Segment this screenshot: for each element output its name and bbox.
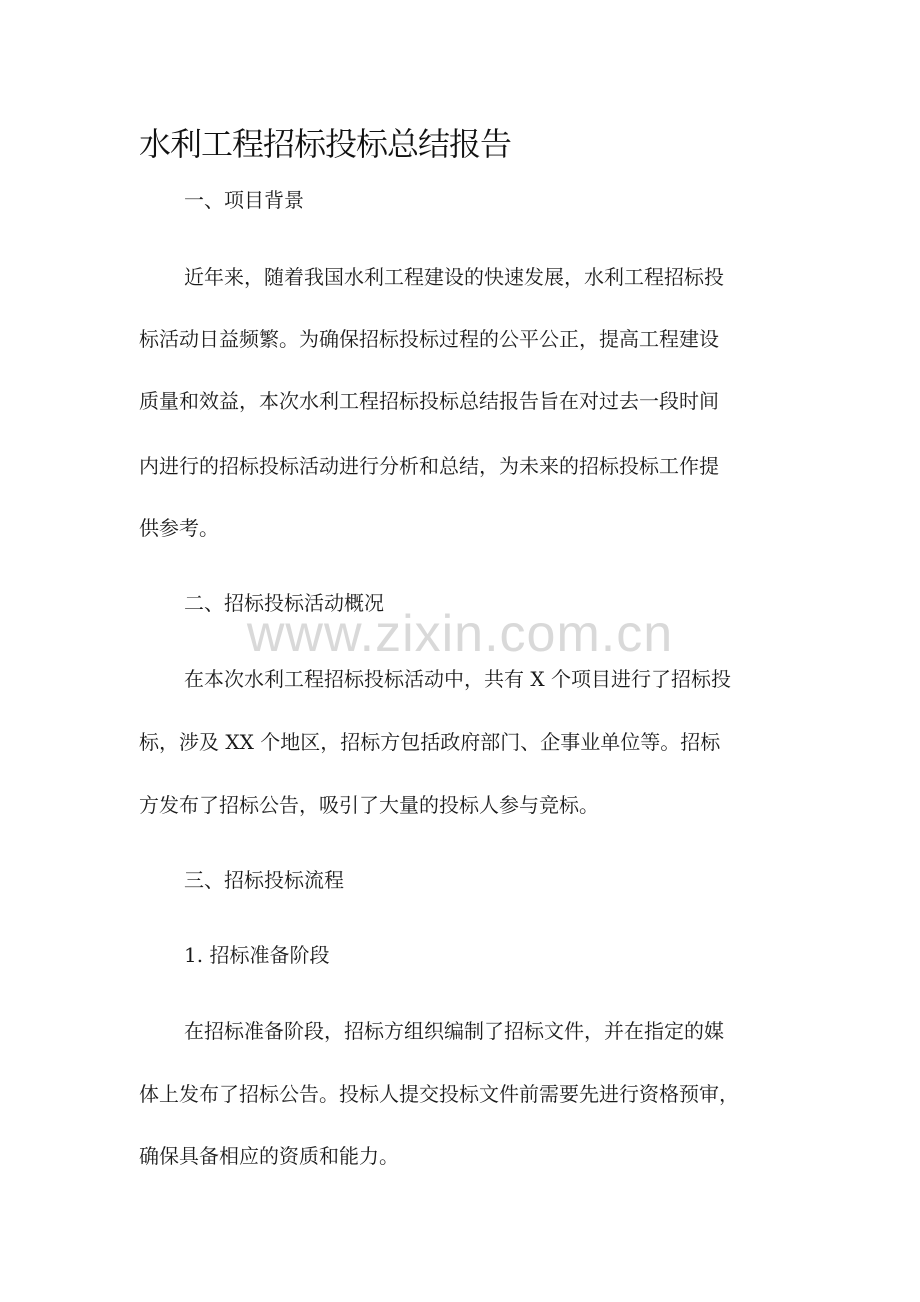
paragraph-line: 在招标准备阶段，招标方组织编制了招标文件，并在指定的媒 [184, 1019, 724, 1043]
paragraph-line: 体上发布了招标公告。投标人提交投标文件前需要先进行资格预审， [139, 1082, 739, 1106]
section-heading-overview: 二、招标投标活动概况 [184, 591, 384, 615]
paragraph-line: 在本次水利工程招标投标活动中，共有 X 个项目进行了招标投 [184, 667, 731, 691]
paragraph-line: 内进行的招标投标活动进行分析和总结，为未来的招标投标工作提 [139, 454, 719, 478]
paragraph-line: 标活动日益频繁。为确保招标投标过程的公平公正，提高工程建设 [139, 327, 719, 351]
paragraph-line: 方发布了招标公告，吸引了大量的投标人参与竞标。 [139, 793, 599, 817]
section-heading-background: 一、项目背景 [184, 188, 304, 212]
paragraph-line: 近年来，随着我国水利工程建设的快速发展，水利工程招标投 [184, 265, 724, 289]
paragraph-line: 标，涉及 XX 个地区，招标方包括政府部门、企事业单位等。招标 [139, 730, 721, 754]
paragraph-line: 确保具备相应的资质和能力。 [139, 1144, 399, 1168]
watermark: www.zixin.com.cn [246, 605, 674, 663]
paragraph-line: 供参考。 [139, 516, 219, 540]
paragraph-line: 质量和效益，本次水利工程招标投标总结报告旨在对过去一段时间 [139, 389, 719, 413]
section-heading-process: 三、招标投标流程 [184, 868, 344, 892]
subsection-heading-preparation: 1. 招标准备阶段 [184, 943, 330, 967]
document-title: 水利工程招标投标总结报告 [139, 125, 512, 163]
